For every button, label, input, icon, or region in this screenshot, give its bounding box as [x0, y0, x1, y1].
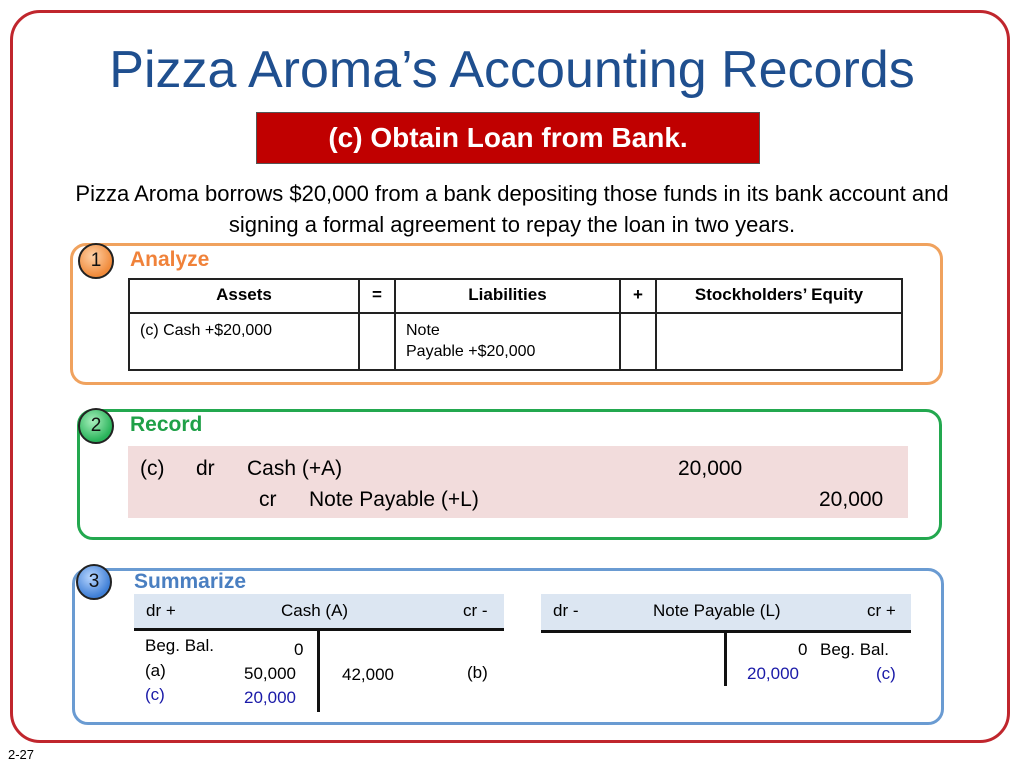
cash-debit-label: Beg. Bal. [145, 636, 214, 655]
liabilities-line-2: Payable +$20,000 [406, 343, 536, 360]
cash-t-vertical [317, 628, 320, 712]
plus-header: + [619, 278, 657, 314]
assets-header: Assets [128, 278, 360, 314]
note-t-account-header [541, 594, 911, 630]
cash-cr-header: cr - [463, 601, 488, 620]
transaction-subtitle: (c) Obtain Loan from Bank. [256, 112, 760, 164]
cash-debit-label: (a) [145, 661, 166, 680]
cash-t-account-header [134, 594, 504, 630]
cash-dr-header: dr + [146, 601, 176, 620]
journal-cr: cr [259, 488, 277, 511]
page-number: 2-27 [8, 747, 35, 762]
cash-credit-label: (b) [467, 663, 488, 682]
cash-debit-amount: 50,000 [244, 664, 296, 683]
note-credit-label: Beg. Bal. [820, 640, 889, 659]
note-credit-amount: 0 [798, 640, 808, 659]
plus-cell [619, 312, 657, 371]
note-dr-header: dr - [553, 601, 579, 620]
journal-entry [128, 446, 908, 518]
journal-ref: (c) [140, 457, 165, 480]
journal-dr-amount: 20,000 [678, 457, 743, 480]
cash-credit-amount: 42,000 [342, 665, 394, 684]
assets-cell: (c) Cash +$20,000 [128, 312, 360, 371]
note-credit-amount: 20,000 [747, 664, 799, 683]
equity-cell [655, 312, 903, 371]
note-t-vertical [724, 630, 727, 686]
cash-account-title: Cash (A) [281, 601, 349, 620]
liabilities-line-1: Note [406, 322, 440, 339]
liabilities-cell [394, 312, 621, 371]
journal-cr-amount: 20,000 [819, 488, 884, 511]
step-2-badge: 2 [78, 408, 114, 444]
cash-debit-label: (c) [145, 685, 165, 704]
note-account-title: Note Payable (L) [653, 601, 781, 620]
accounting-equation-table [128, 278, 903, 371]
slide-title: Pizza Aroma’s Accounting Records [109, 41, 915, 99]
cash-debit-amount: 0 [294, 640, 304, 659]
liabilities-header: Liabilities [394, 278, 621, 314]
note-credit-label: (c) [876, 664, 896, 683]
note-cr-header: cr + [867, 601, 896, 620]
step-3-badge: 3 [76, 564, 112, 600]
analyze-label: Analyze [130, 248, 210, 271]
equals-cell [358, 312, 396, 371]
summarize-label: Summarize [134, 570, 247, 593]
journal-dr: dr [196, 457, 215, 480]
journal-cr-account: Note Payable (+L) [309, 488, 479, 511]
transaction-description: Pizza Aroma borrows $20,000 from a bank depositing those funds in its bank account and signing a formal agreement to repay the loan in two years. [75, 181, 949, 237]
journal-dr-account: Cash (+A) [247, 457, 343, 480]
equals-header: = [358, 278, 396, 314]
step-1-badge: 1 [78, 243, 114, 279]
equity-header: Stockholders’ Equity [655, 278, 903, 314]
cash-debit-amount: 20,000 [244, 688, 296, 707]
record-label: Record [130, 413, 203, 436]
